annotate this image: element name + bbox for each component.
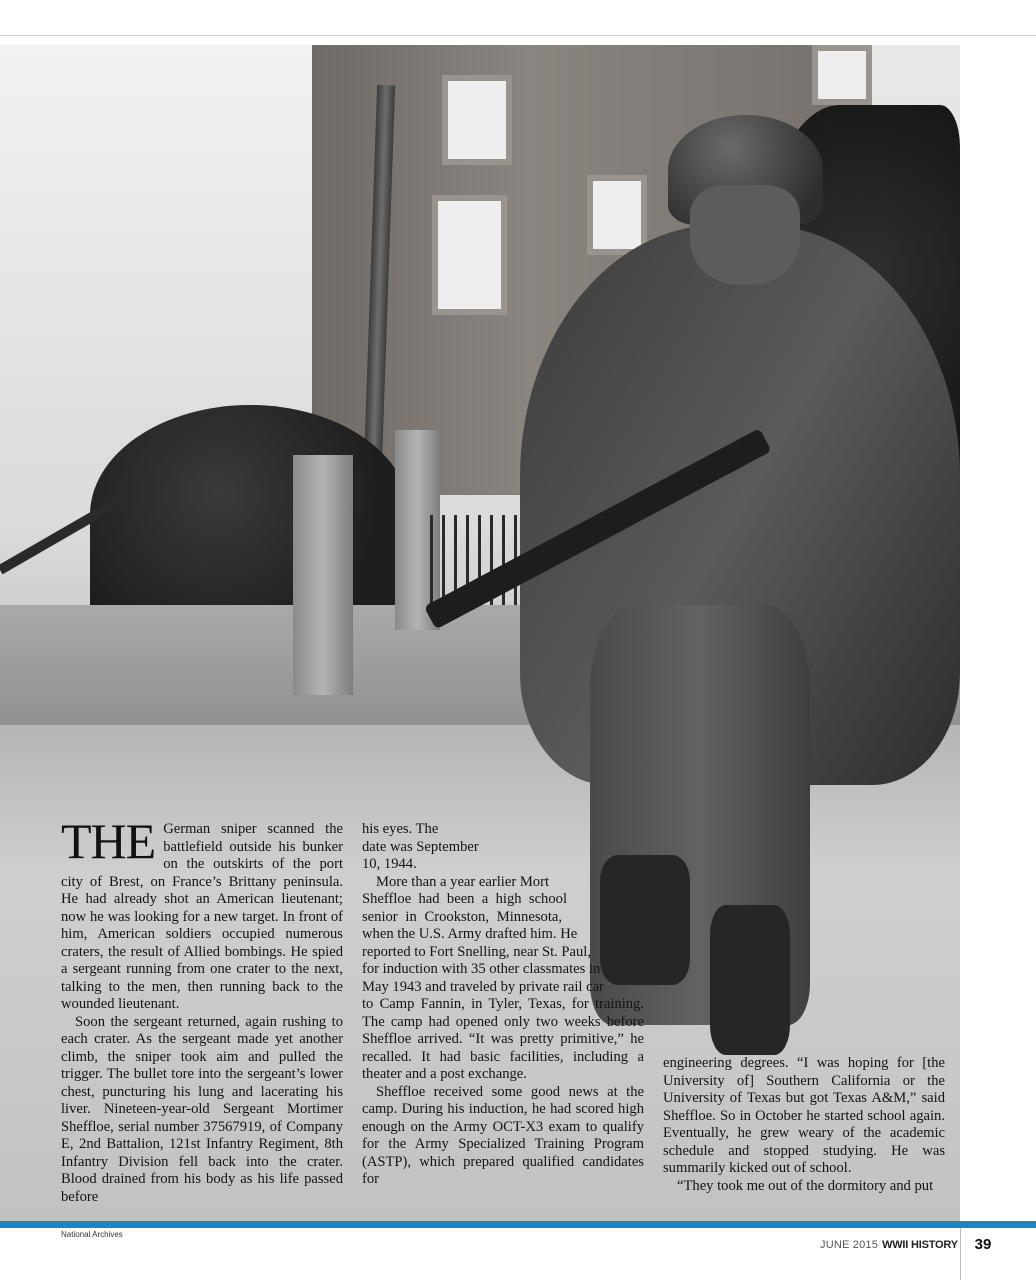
text-line: More than a year earlier Mort [376,873,550,890]
text-line: for induction with 35 other classmates in [362,961,601,977]
photo-credit: National Archives [61,1230,123,1239]
page-folio [820,1239,958,1251]
issue-date: JUNE 2015 [820,1239,879,1251]
text-line: his eyes. The [362,821,439,837]
article-paragraph [61,813,343,1014]
photo-sky [0,45,330,405]
drop-cap: THE [61,813,156,869]
magazine-name: WWII HISTORY [882,1239,958,1251]
article-paragraph: Soon the sergeant returned, again rushing to each crater. As the sergeant made yet another climb, the sniper took aim and pulled the trigger. The bullet tore into the sergeant’s lower chest, puncturing his lung and lacerating his liver. Nineteen-year-old Sergeant Mortimer Sheffloe, serial number 37567919, of Company E, 2nd Battalion, 121st Infantry Regiment, 8th Infantry Division fell back into the crater. Blood drained from his body as his life passed before [61,1013,343,1205]
photo-soldier-face [690,185,800,285]
article-column-2 [362,821,644,1189]
text-line: reported to Fort Snelling, near St. Paul, [362,943,592,960]
text-line: date was September [362,838,479,855]
text-line: senior in Crookston, Minnesota, [362,908,562,925]
article-paragraph: engineering degrees. “I was hoping for [the University of] Southern California or the University of Texas but got Texas A&M,” said Sheffloe. So in October he started school again. Eventually, he grew weary of the academic schedule and stopped studying. He was summarily kicked out of school. [663,1055,945,1176]
page-number: 39 [974,1236,992,1253]
article-paragraph: Sheffloe received some good news at the camp. During his induction, he had scored high enough on the Army OCT-X3 exam to qualify for the Army Specialized Training Program (ASTP), which prepared qualified candidates for [362,1083,644,1187]
house-window [812,45,872,105]
footer-divider [960,1228,961,1280]
paragraph-text: German sniper scanned the battlefield outside his bunker on the outskirts of the port city of Brest, on France’s Brittany peninsula. He had already shot an American lieutenant; now he was looking for a new target. In front of him, American soldiers occupied numerous craters, the result of Allied bombings. He spied a sergeant running from one crater to the next, talking to the men, then running back to the wounded lieutenant. [61,821,343,1012]
house-window [432,195,507,315]
top-rule [0,35,1036,36]
article-column-1 [61,813,343,1206]
house-window [442,75,512,165]
text-line: when the U.S. Army drafted him. He [362,926,578,942]
text-line: May 1943 and traveled by private rail car [362,978,604,995]
photo-boot [710,905,790,1055]
photo-gate-pillar [293,455,353,695]
article-column-3 [663,1055,945,1195]
text-line: 10, 1944. [362,856,417,872]
house-window [587,175,647,255]
photo-hedge [90,405,410,625]
article-paragraph: “They took me out of the dormitory and put [677,1177,934,1194]
text-line: Sheffloe had been a high school [362,891,567,907]
article-paragraph [362,821,644,996]
article-paragraph: to Camp Fannin, in Tyler, Texas, for training. The camp had opened only two weeks before Sheffloe arrived. “It was pretty primitive,” he recalled. It had basic facilities, including a theater and a post exchange. [362,996,644,1082]
footer-accent-bar [0,1221,1036,1228]
